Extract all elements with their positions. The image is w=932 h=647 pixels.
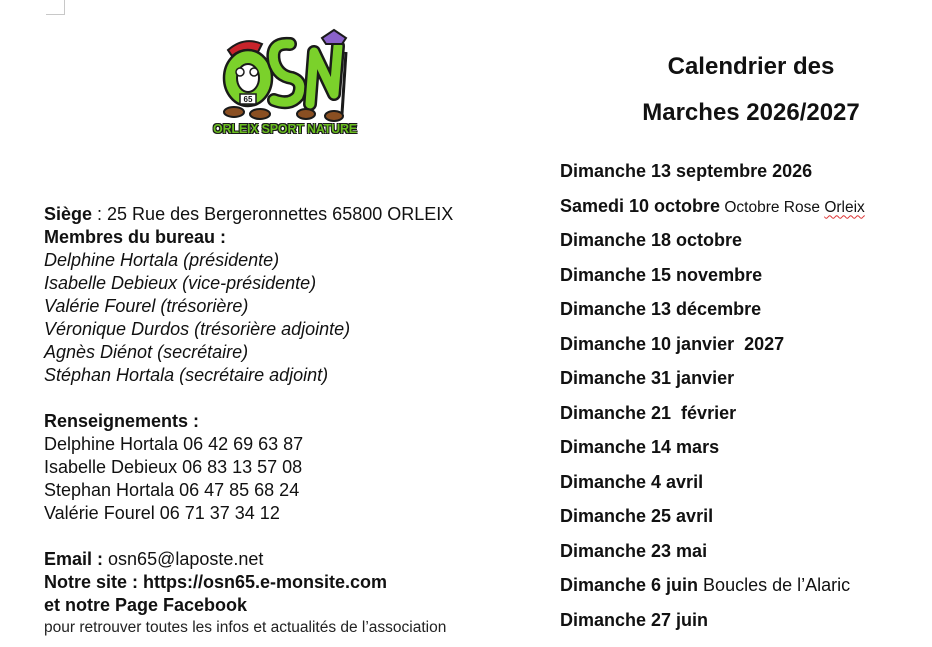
date-note-spellcheck: Orleix (824, 198, 865, 216)
logo-badge-text: 65 (243, 95, 253, 104)
date-item: Dimanche 31 janvier (560, 368, 735, 388)
logo-text: ORLEIX SPORT NATURE (213, 122, 357, 136)
siege-label: Siège (44, 204, 93, 224)
email-line (44, 548, 534, 571)
date-item: Dimanche 27 juin (560, 609, 709, 630)
calendar-title (610, 44, 892, 136)
bureau-heading: Membres du bureau : (44, 227, 227, 247)
date-item: Dimanche 14 mars (560, 437, 720, 457)
calendar-title-line-2: Marches 2026/2027 (642, 99, 860, 126)
date-item: Dimanche 21 février (560, 402, 737, 423)
contact-line: Valérie Fourel 06 71 37 34 12 (44, 503, 280, 523)
date-item: Dimanche 18 octobre (560, 230, 743, 250)
contact-line: Stephan Hortala 06 47 85 68 24 (44, 480, 300, 500)
date-item: Samedi 10 octobre Octobre Rose Orleix (560, 195, 865, 216)
dates-list (560, 156, 920, 639)
facebook-line[interactable]: et notre Page Facebook (44, 595, 248, 615)
contact-line: Isabelle Debieux 06 83 13 57 08 (44, 457, 303, 477)
contact-line: Delphine Hortala 06 42 69 63 87 (44, 434, 304, 454)
date-note: Octobre Rose (720, 198, 825, 216)
member-line: Delphine Hortala (présidente) (44, 250, 280, 270)
club-logo (210, 22, 360, 140)
member-line: Valérie Fourel (trésorière) (44, 296, 249, 316)
siege-value: : 25 Rue des Bergeronnettes 65800 ORLEIX (92, 204, 454, 224)
date-item: Dimanche 10 janvier 2027 (560, 333, 785, 354)
date-item: Dimanche 15 novembre (560, 264, 763, 285)
logo-mascots-icon (210, 22, 360, 126)
website-line[interactable]: Notre site : https://osn65.e-monsite.com (44, 572, 388, 592)
member-line: Isabelle Debieux (vice-présidente) (44, 273, 317, 293)
siege-line (44, 203, 534, 226)
calendar-title-line-1: Calendrier des (667, 53, 835, 80)
association-info (44, 203, 534, 639)
date-item: Dimanche 4 avril (560, 471, 704, 492)
renseignements-heading: Renseignements : (44, 411, 200, 431)
date-item: Dimanche 13 décembre (560, 299, 762, 319)
member-line: Agnès Diénot (secrétaire) (44, 342, 249, 362)
member-line: Stéphan Hortala (secrétaire adjoint) (44, 365, 329, 385)
date-note: Boucles de l’Alaric (698, 575, 851, 595)
date-item: Dimanche 13 septembre 2026 (560, 161, 813, 181)
date-item: Dimanche 23 mai (560, 540, 708, 561)
date-item: Dimanche 6 juin Boucles de l’Alaric (560, 575, 851, 595)
email-value[interactable]: osn65@laposte.net (103, 549, 264, 569)
member-line: Véronique Durdos (trésorière adjointe) (44, 319, 351, 339)
date-item: Dimanche 25 avril (560, 506, 714, 526)
footer-line: pour retrouver toutes les infos et actualités de l’association (44, 619, 447, 636)
email-label: Email : (44, 549, 104, 569)
crop-mark (46, 0, 65, 15)
